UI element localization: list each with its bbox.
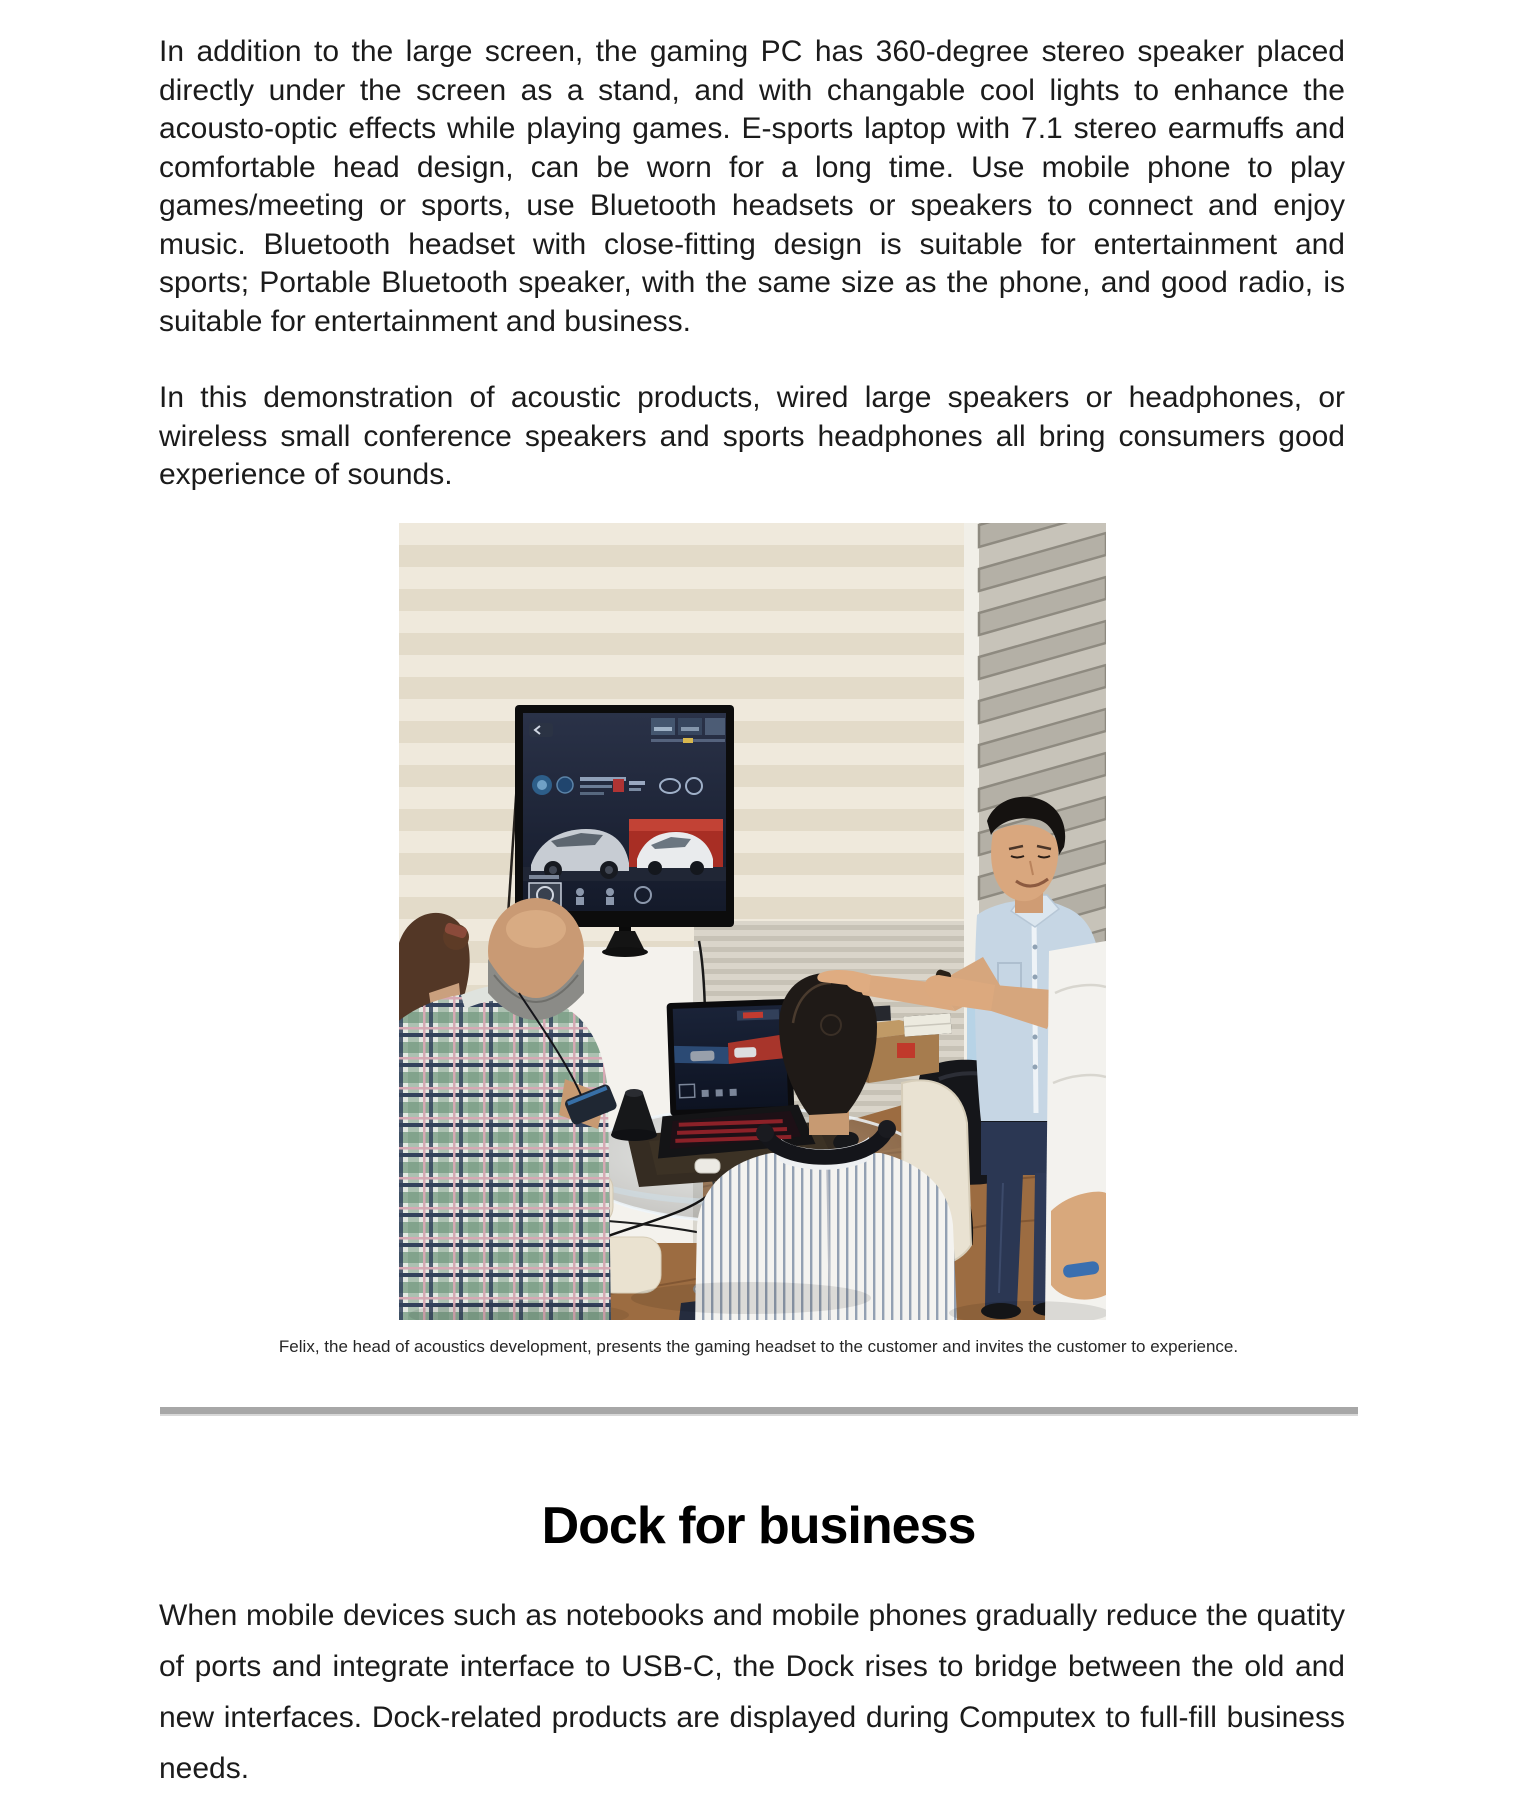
paragraph-dock-intro: When mobile devices such as notebooks and mobile phones gradually reduce the quatity of ports and integrate interface to USB-C, the Dock rises to bridge between the old and new interfaces. Dock-related products are displayed during Computex to full-fill business needs. [159,1599,1345,1785]
photo-caption: Felix, the head of acoustics development, presents the gaming headset to the customer and invites the customer to experience. [278,1337,1239,1356]
earbud-case [695,1159,720,1173]
section-heading: Dock for business [541,1497,976,1555]
plaid-shirt [399,992,611,1320]
section-divider [160,1407,1358,1416]
right-edge-visitor [1045,941,1106,1320]
paragraph-acoustics-intro: In addition to the large screen, the gaming PC has 360-degree stereo speaker placed directly under the screen as a stand, and with changable cool lights to enhance the acousto-optic effects while playing games. E-sports laptop with 7.1 stereo earmuffs and comfortable head design, can be worn for a long time. Use mobile phone to play games/meeting or sports, use Bluetooth headsets or speakers to connect and enjoy music. Bluetooth headset with close-fitting design is suitable for entertainment and sports; Portable Bluetooth speaker, with the same size as the phone, and good radio, is suitable for entertainment and business. [159,35,1345,338]
paragraph-acoustics-demo: In this demonstration of acoustic products, wired large speakers or headphones, or wireless small conference speakers and sports headphones all bring consumers good experience of sounds. [159,381,1345,491]
tv-thumbnails [651,718,725,743]
crossed-arm [1051,1192,1106,1300]
demo-photo-illustration [399,523,1106,1320]
demo-photo [399,523,1106,1320]
tv-screen [523,713,726,911]
tv [515,705,734,927]
